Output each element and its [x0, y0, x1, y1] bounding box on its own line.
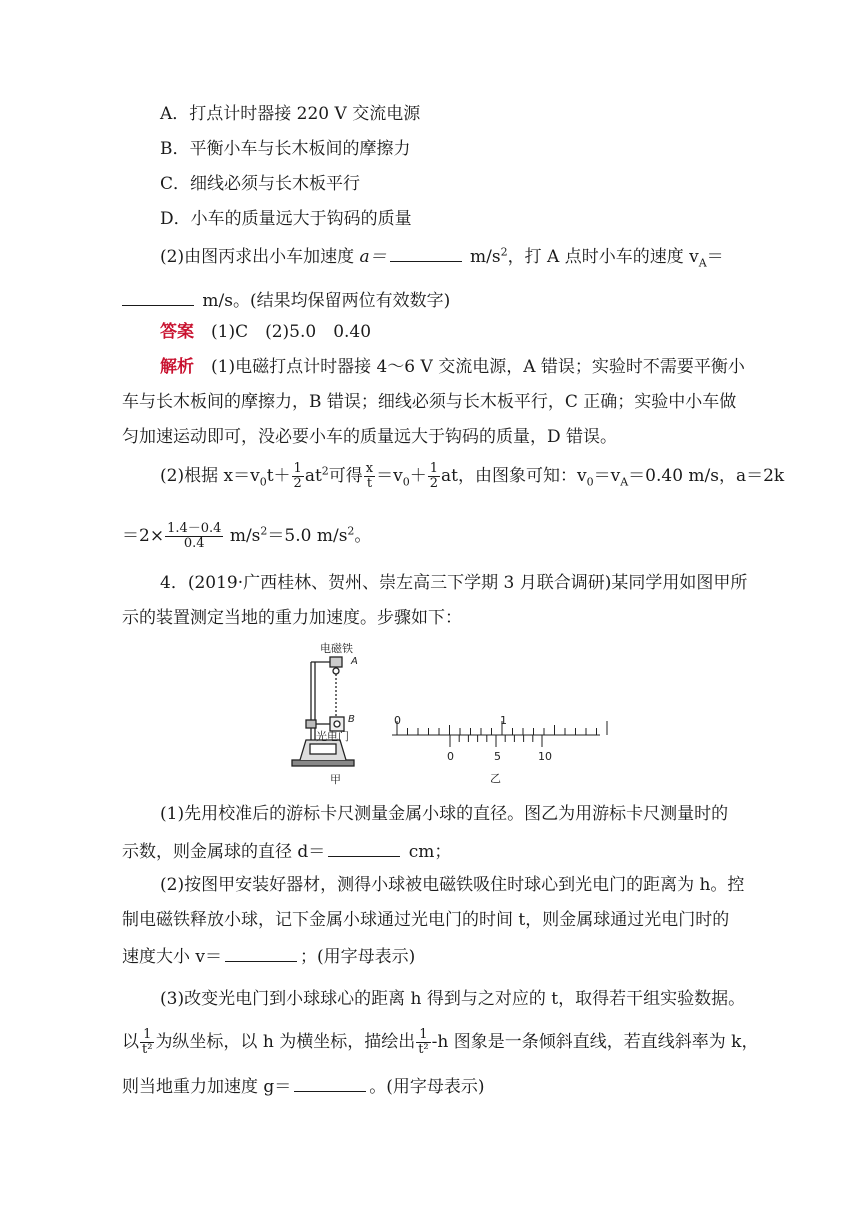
vernier-scale-10: 10: [538, 750, 552, 763]
analysis-line1: [160, 355, 745, 379]
vernier-scale-0: 0: [447, 750, 454, 763]
vernier-scale-5: 5: [494, 750, 501, 763]
q2-line2: [122, 287, 450, 313]
answer-blank-a: [390, 243, 462, 262]
analysis-label: 解析: [160, 357, 194, 377]
q4-line1: 4．(2019·广西桂林、贺州、崇左高三下学期 3 月联合调研)某同学用如图甲所: [160, 573, 748, 593]
step2-line1: (2)按图甲安装好器材，测得小球被电磁铁吸住时球心到光电门的距离为 h。控: [160, 875, 745, 895]
fraction-inv-t2: $\frac{1}{\text{t²}}$: [142, 1027, 153, 1057]
q2-subscript: A: [698, 256, 707, 270]
formula-part: t＋: [266, 466, 291, 486]
main-scale-0: 0: [394, 714, 401, 727]
fraction-half-2: $\frac{1}{2}$: [429, 461, 439, 491]
step2-line2: 制电磁铁释放小球，记下金属小球通过光电门的时间 t，则金属球通过光电门时的: [122, 910, 730, 930]
label-yi: 乙: [490, 772, 501, 785]
formula-part: 可得: [328, 466, 363, 486]
formula-part: ＋: [409, 466, 427, 486]
step3-text: -h 图象是一条倾斜直线，若直线斜率为 k，: [431, 1032, 759, 1052]
formula-part: ＝v: [593, 466, 621, 486]
label-magnet: 电磁铁: [320, 642, 353, 655]
step3-text: 以: [122, 1032, 139, 1052]
analysis-line2: 车与长木板间的摩擦力，B 错误；细线必须与长木板平行，C 正确；实验中小车做: [122, 392, 737, 412]
step1-line2: [122, 838, 451, 864]
analysis-text1: (1)电磁打点计时器接 4～6 V 交流电源，A 错误；实验时不需要平衡小: [211, 357, 745, 377]
label-b: B: [348, 714, 355, 725]
step3-line1: (3)改变光电门到小球球心的距离 h 得到与之对应的 t，取得若干组实验数据。: [160, 989, 746, 1009]
answer-text: (1)C (2)5.0 0.40: [211, 322, 372, 342]
step3-text: 为纵坐标，以 h 为横坐标，描绘出: [155, 1032, 416, 1052]
calc-part: m/s: [224, 526, 261, 546]
answer-blank-v2: [225, 943, 297, 962]
formula-part: (2)根据 x＝v: [160, 466, 260, 486]
q2-unit2: m/s。(结果均保留两位有效数字): [197, 291, 451, 311]
step3-line3: [122, 1073, 485, 1099]
calc-part: ＝2×: [122, 526, 165, 546]
answer-blank-d: [328, 838, 400, 857]
analysis-calc: ＝2× $\frac{1.4-0.4}{0.4}$ $m/s^2=5.0$ $m/s^2$。: [122, 521, 372, 551]
q2-text: (2)由图丙求出小车加速度: [160, 247, 360, 267]
answer-line: [160, 320, 371, 344]
option-a: A．打点计时器接 220 V 交流电源: [160, 104, 421, 124]
apparatus-drawing: [292, 657, 354, 766]
formula-part: at，由图象可知：v: [441, 466, 587, 486]
answer-blank-v: [122, 287, 194, 306]
fraction-calc: $\frac{1.4-0.4}{0.4}$: [167, 521, 222, 551]
answer-label: 答案: [160, 322, 194, 342]
main-scale-1: 1: [500, 714, 507, 727]
analysis-formula: (2)根据 $x=v_0t+$ $\frac{1}{2}$ $at^2$可得 $\frac{x}{t}$ $=v_0+$ $\frac{1}{2}$ at，由图象可知：$v_0=v_A=0.40$ m/s，a＝2k: [160, 461, 785, 491]
calc-part: ＝5.0 m/s: [267, 526, 348, 546]
q4-line2: 示的装置测定当地的重力加速度。步骤如下：: [122, 608, 462, 628]
step3-tail: 。(用字母表示): [369, 1077, 485, 1097]
step3-line2: [122, 1028, 758, 1057]
step1-text: 示数，则金属球的直径 d＝: [122, 842, 326, 862]
answer-blank-g: [294, 1073, 366, 1092]
q2-eq: ＝: [706, 247, 724, 267]
label-jia: 甲: [330, 773, 341, 786]
formula-part: ＝v: [376, 466, 403, 486]
formula-part: ＝0.40 m/s，a＝2k: [628, 466, 785, 486]
step1-unit: cm；: [403, 842, 452, 862]
calc-part: 。: [354, 526, 372, 546]
option-b: B．平衡小车与长木板间的摩擦力: [160, 139, 411, 159]
option-c: C．细线必须与长木板平行: [160, 174, 361, 194]
step1-line1: (1)先用校准后的游标卡尺测量金属小球的直径。图乙为用游标卡尺测量时的: [160, 804, 729, 824]
analysis-line3: 匀加速运动即可，没必要小车的质量远大于钩码的质量，D 错误。: [122, 427, 618, 447]
q2-unit1: m/s: [464, 247, 501, 267]
q2-line1: (2)由图丙求出小车加速度 $a= m/s^2$，打 A 点时小车的速度 $v_A=$: [160, 243, 724, 269]
label-photogate: 光电门: [316, 730, 349, 743]
q2-text-2: ，打 A 点时小车的速度 v: [507, 247, 699, 267]
experiment-figure: [280, 640, 620, 790]
q2-a-symbol: a＝: [359, 247, 387, 267]
formula-part: at: [304, 466, 322, 486]
step3-text: 则当地重力加速度 g＝: [122, 1077, 292, 1097]
label-a: A: [351, 656, 358, 667]
fraction-inv-t2-2: $\frac{1}{\text{t²}}$: [418, 1027, 429, 1057]
fraction-x-over-t: $\frac{x}{t}$: [365, 461, 374, 491]
step2-tail: ；(用字母表示): [300, 947, 416, 967]
step2-text: 速度大小 v＝: [122, 947, 223, 967]
step2-line3: [122, 943, 415, 969]
fraction-half: $\frac{1}{2}$: [293, 461, 302, 491]
option-d: D．小车的质量远大于钩码的质量: [160, 209, 412, 229]
